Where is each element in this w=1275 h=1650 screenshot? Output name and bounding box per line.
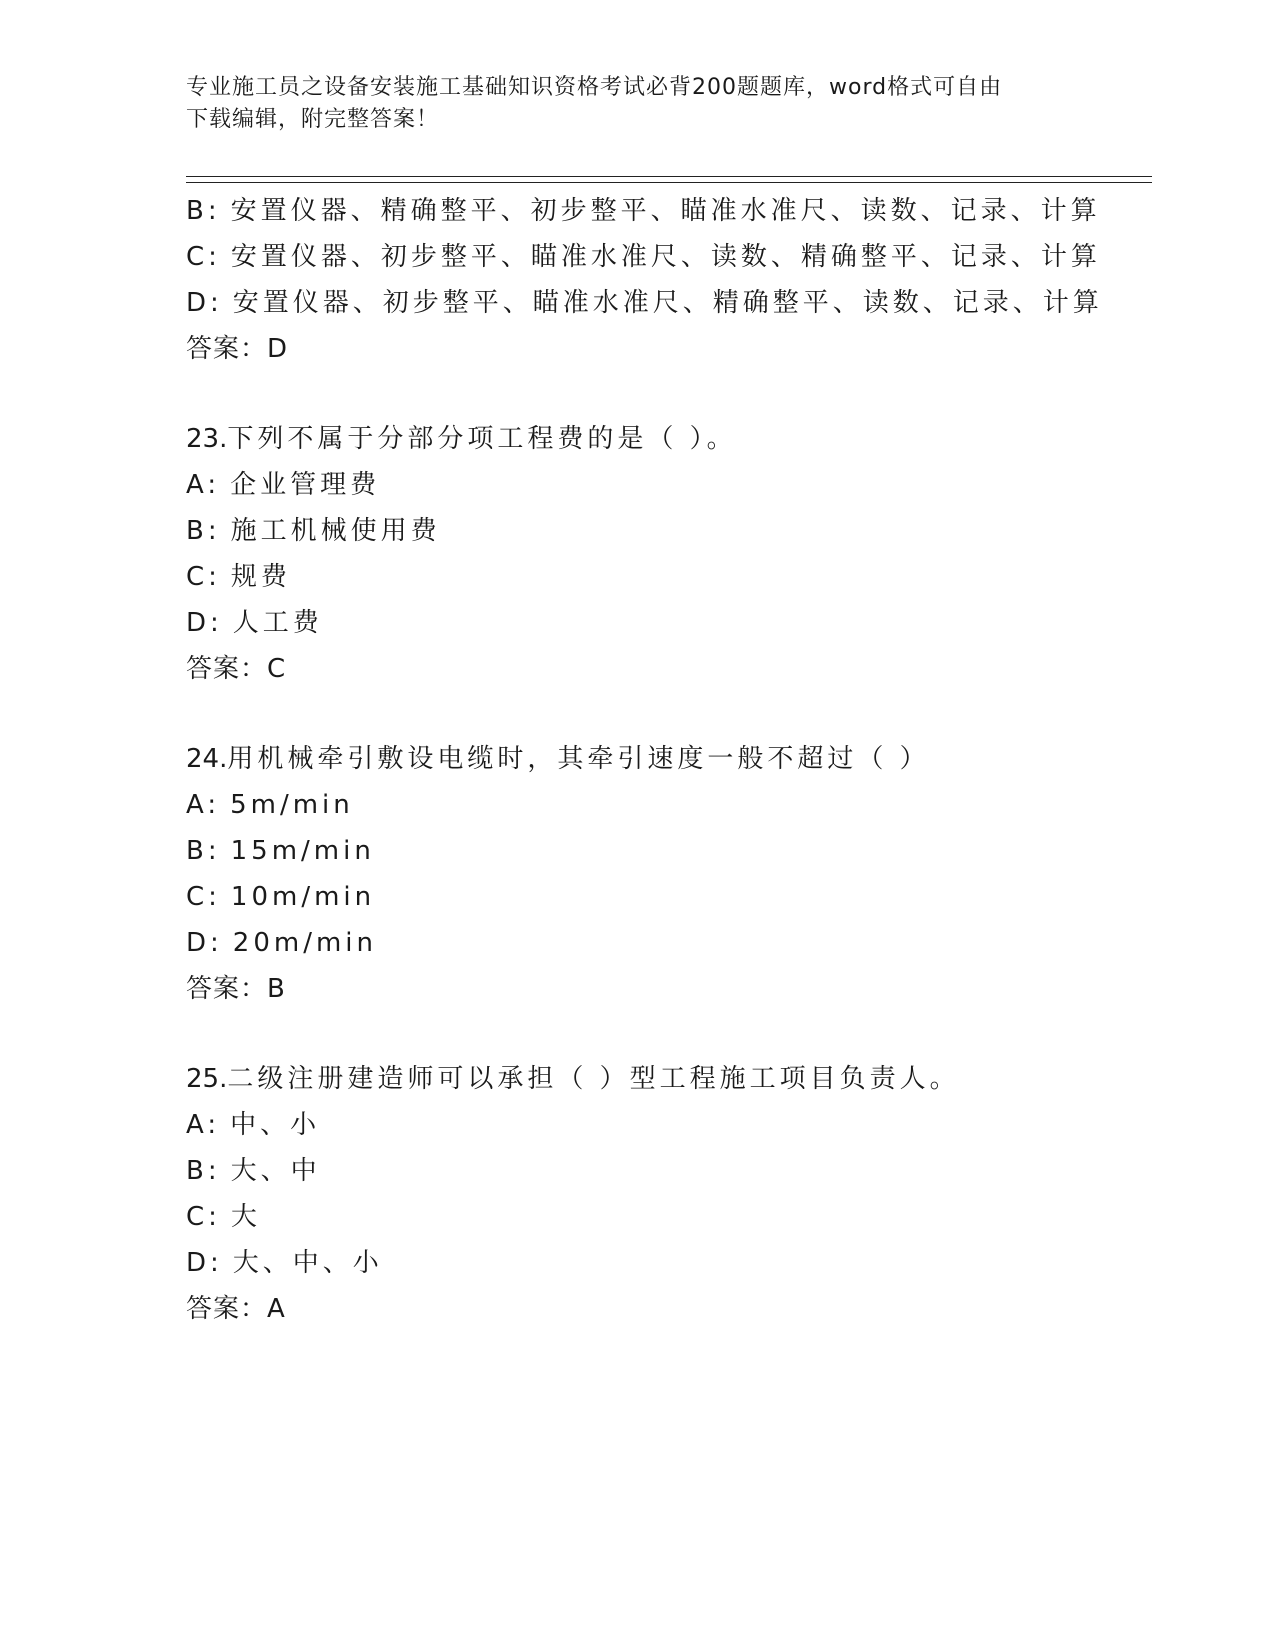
- header-title-line-2: 下载编辑，附完整答案！: [186, 107, 440, 132]
- option-text: 企业管理费: [230, 470, 381, 500]
- question-stem: [186, 736, 1166, 782]
- question-number: 23.: [186, 424, 228, 454]
- option-row: [186, 1148, 1166, 1194]
- option-row: [186, 782, 1166, 828]
- option-label: B:: [186, 516, 221, 546]
- option-row: [186, 828, 1166, 874]
- answer-line: 答案：C: [186, 654, 287, 684]
- option-label: B:: [186, 196, 221, 226]
- option-row: [186, 600, 1166, 646]
- question-number: 25.: [186, 1064, 228, 1094]
- question-stem: [186, 416, 1166, 462]
- answer-line: 答案：B: [186, 974, 286, 1004]
- option-row: [186, 462, 1166, 508]
- answer-line: 答案：D: [186, 334, 289, 364]
- option-text: 大、中、小: [232, 1248, 383, 1278]
- option-label: D:: [186, 1248, 223, 1278]
- question-text: 二级注册建造师可以承担（ ）型工程施工项目负责人。: [227, 1064, 960, 1094]
- question-stem: [186, 1056, 1166, 1102]
- option-row: [186, 1194, 1166, 1240]
- answer-line: 答案：A: [186, 1294, 286, 1324]
- option-text: 15m/min: [230, 836, 375, 866]
- option-text: 施工机械使用费: [230, 516, 441, 546]
- question-number: 24.: [186, 744, 228, 774]
- option-row: [186, 1240, 1166, 1286]
- option-text: 中、小: [230, 1110, 321, 1140]
- option-text: 规费: [230, 562, 291, 592]
- option-text: 5m/min: [230, 790, 354, 820]
- question-25: [186, 1056, 1166, 1332]
- option-label: C:: [186, 242, 221, 272]
- option-row: [186, 554, 1166, 600]
- option-row: [186, 920, 1166, 966]
- option-label: A:: [186, 790, 221, 820]
- option-row: [186, 508, 1166, 554]
- option-row: [186, 188, 1166, 234]
- option-label: D:: [186, 928, 223, 958]
- option-row: [186, 234, 1166, 280]
- option-text: 人工费: [232, 608, 323, 638]
- option-label: C:: [186, 1202, 221, 1232]
- question-23: [186, 416, 1166, 692]
- option-text: 大、中: [230, 1156, 321, 1186]
- header-rule-top: [186, 176, 1152, 177]
- option-label: D:: [186, 608, 223, 638]
- option-label: C:: [186, 562, 221, 592]
- question-list: [186, 188, 1166, 1332]
- option-label: A:: [186, 470, 221, 500]
- option-row: [186, 280, 1166, 326]
- question-22-continued: [186, 188, 1166, 372]
- document-header: [186, 72, 1066, 136]
- option-text: 安置仪器、初步整平、瞄准水准尺、读数、精确整平、记录、计算: [230, 242, 1101, 272]
- option-label: A:: [186, 1110, 221, 1140]
- option-label: C:: [186, 882, 221, 912]
- option-text: 安置仪器、初步整平、瞄准水准尺、精确整平、读数、记录、计算: [232, 288, 1103, 318]
- option-label: B:: [186, 836, 221, 866]
- option-text: 安置仪器、精确整平、初步整平、瞄准水准尺、读数、记录、计算: [230, 196, 1101, 226]
- question-24: [186, 736, 1166, 1012]
- option-row: [186, 874, 1166, 920]
- option-text: 20m/min: [232, 928, 377, 958]
- header-title-line-1: 专业施工员之设备安装施工基础知识资格考试必背200题题库，word格式可自由: [186, 75, 1003, 100]
- option-text: 10m/min: [230, 882, 376, 912]
- option-label: B:: [186, 1156, 221, 1186]
- question-text: 用机械牵引敷设电缆时，其牵引速度一般不超过（ ）: [227, 744, 930, 774]
- option-label: D:: [186, 288, 223, 318]
- header-rule-bottom: [186, 182, 1152, 183]
- option-text: 大: [230, 1202, 261, 1232]
- option-row: [186, 1102, 1166, 1148]
- question-text: 下列不属于分部分项工程费的是（ ）。: [227, 424, 737, 454]
